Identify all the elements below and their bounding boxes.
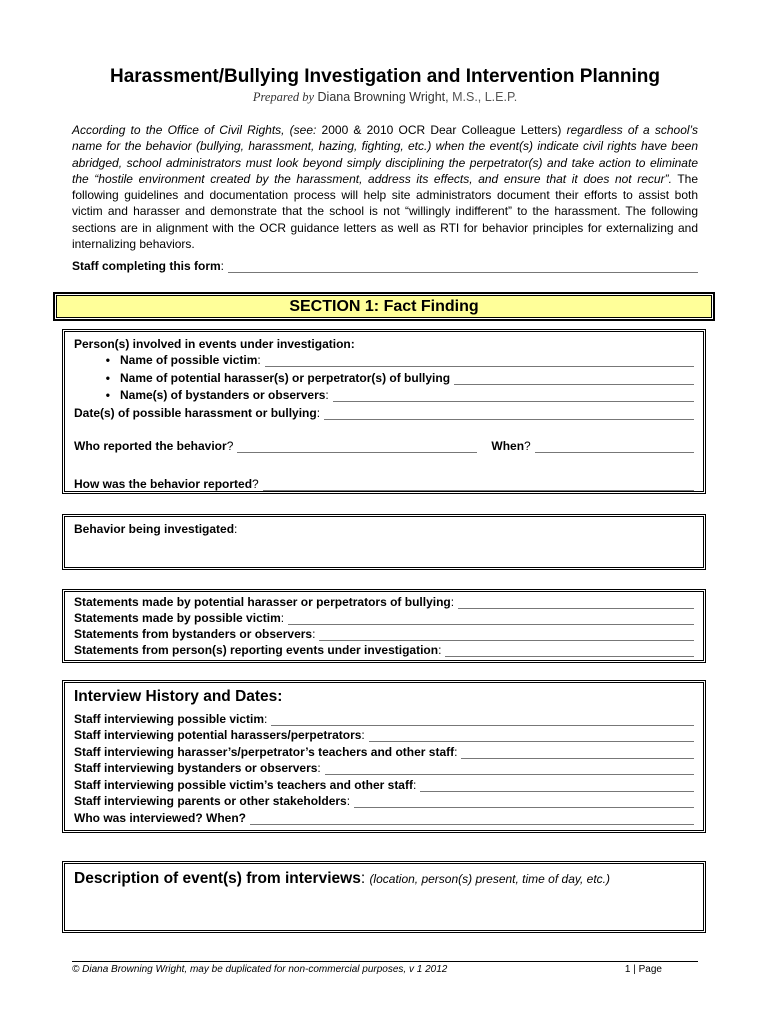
how-reported-field[interactable] [263, 478, 694, 491]
interview-victim-row: Staff interviewing possible victim : [74, 712, 694, 726]
behavior-row: Behavior being investigated : [74, 522, 238, 536]
bystanders-row: • Name(s) of bystanders or observers : [74, 388, 694, 402]
interview-who-when-field[interactable] [250, 812, 694, 825]
harasser-row: • Name of potential harasser(s) or perpetrator(s) of bullying [74, 371, 694, 385]
interview-history-box [62, 680, 706, 833]
harasser-label: Name of potential harasser(s) or perpetrator(s) of bullying [120, 371, 451, 385]
how-reported-label: How was the behavior reported [74, 477, 253, 491]
footer-copyright: © Diana Browning Wright, may be duplicated for non-commercial purposes, v 1 2012 [72, 964, 448, 975]
footer-page-number: 1 | Page [624, 964, 662, 975]
statement-reporting-row: Statements from person(s) reporting events under investigation : [74, 643, 694, 657]
how-reported-row: How was the behavior reported ? [74, 477, 694, 491]
victim-label: Name of possible victim [120, 353, 258, 367]
author-name: Diana Browning Wright [317, 90, 446, 104]
interview-victim-teachers-field[interactable] [420, 779, 694, 792]
behavior-box [62, 514, 706, 570]
form-title: Harassment/Bullying Investigation and Intervention Planning [109, 66, 661, 87]
who-reported-field[interactable] [237, 440, 477, 453]
intro-paragraph [72, 122, 698, 252]
interview-parents-field[interactable] [354, 795, 694, 808]
statement-harasser-row: Statements made by potential harasser or perpetrators of bullying : [74, 595, 694, 609]
persons-involved-box [62, 329, 706, 494]
section1-header: SECTION 1: Fact Finding [53, 292, 715, 321]
interview-harasser-teachers-row: Staff interviewing harasser’s/perpetrator’s teachers and other staff : [74, 745, 694, 759]
when-label: When [491, 439, 525, 453]
interview-harassers-field[interactable] [369, 729, 694, 742]
statement-bystanders-field[interactable] [319, 628, 694, 641]
victim-row: • Name of possible victim : [74, 353, 694, 367]
interview-harasser-teachers-field[interactable] [461, 746, 694, 759]
behavior-label: Behavior being investigated [74, 522, 235, 536]
dates-field[interactable] [324, 407, 694, 420]
statement-victim-field[interactable] [288, 612, 694, 625]
dates-label: Date(s) of possible harassment or bullying [74, 406, 317, 420]
intro-part-1: According to the Office of Civil Rights, (see: [72, 123, 317, 137]
description-box [62, 861, 706, 933]
dates-row: Date(s) of possible harassment or bullying : [74, 406, 694, 420]
persons-heading: Person(s) involved in events under investigation: [74, 337, 355, 351]
staff-completing-label: Staff completing this form [72, 259, 221, 273]
statement-victim-row: Statements made by possible victim : [74, 611, 694, 625]
statement-harasser-field[interactable] [458, 596, 694, 609]
interview-victim-field[interactable] [271, 713, 694, 726]
who-reported-label: Who reported the behavior [74, 439, 227, 453]
interview-bystanders-row: Staff interviewing bystanders or observers : [74, 761, 694, 775]
form-subtitle: Prepared by Diana Browning Wright, M.S., L.E.P. [252, 90, 518, 104]
bystanders-label: Name(s) of bystanders or observers [120, 388, 326, 402]
when-field[interactable] [535, 440, 694, 453]
page-footer [72, 961, 698, 976]
statement-bystanders-row: Statements from bystanders or observers : [74, 627, 694, 641]
interview-who-when-row: Who was interviewed? When? [74, 811, 694, 825]
interview-harassers-row: Staff interviewing potential harassers/perpetrators : [74, 728, 694, 742]
interview-victim-teachers-row: Staff interviewing possible victim’s teachers and other staff : [74, 778, 694, 792]
victim-field[interactable] [265, 354, 694, 367]
interview-heading: Interview History and Dates: [74, 688, 283, 705]
intro-part-3: regardless of a school’s name for the behavior (bullying, harassment, hazing, fighting, etc.) when the event(s) indicate civil rights have been abridged, school administrators must look beyond simply disciplining the perpetrator(s) and take action to eliminate the “hostile environment created by the harassment, address its effects, and ensure that it does not recur”. [72, 123, 698, 186]
interview-bystanders-field[interactable] [325, 762, 694, 775]
prepared-by-label: Prepared by [252, 90, 315, 104]
who-reported-row: Who reported the behavior ? When ? [74, 439, 694, 453]
statements-box [62, 589, 706, 663]
staff-completing-row: Staff completing this form : [72, 259, 698, 273]
staff-completing-field[interactable] [228, 260, 698, 273]
harasser-field[interactable] [454, 372, 694, 385]
bystanders-field[interactable] [333, 389, 694, 402]
author-credentials: M.S., L.E.P. [452, 90, 518, 104]
description-heading: Description of event(s) from interviews: (location, person(s) present, time of day, etc.) [74, 870, 610, 887]
description-subtext: (location, person(s) present, time of day, etc.) [369, 872, 610, 886]
statement-reporting-field[interactable] [445, 644, 694, 657]
intro-part-2: 2000 & 2010 OCR Dear Colleague Letters) [321, 123, 562, 137]
interview-parents-row: Staff interviewing parents or other stakeholders : [74, 794, 694, 808]
intro-part-4: The following guidelines and documentation process will help site administrators document their efforts to assist both victim and harasser and demonstrate that the school is not “willingly indifferent” to the harassment. The following sections are in alignment with the OCR guidance letters as well as RTI for behavior principles for externalizing and internalizing behaviors. [72, 171, 698, 252]
